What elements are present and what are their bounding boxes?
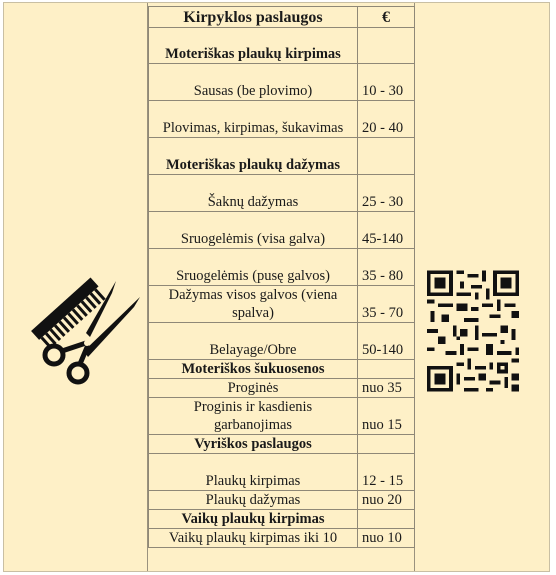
category-label: Moteriškas plaukų dažymas <box>149 138 358 175</box>
service-name: Plaukų kirpimas <box>149 454 358 491</box>
service-name: Proginis ir kasdienis garbanojimas <box>149 398 358 435</box>
left-decor-column <box>4 3 148 571</box>
table-row <box>149 454 415 491</box>
service-price: 45-140 <box>358 212 415 249</box>
category-row <box>149 138 415 175</box>
header-service: Kirpyklos paslaugos <box>149 7 358 28</box>
service-price: nuo 15 <box>358 398 415 435</box>
service-price: 50-140 <box>358 323 415 360</box>
qr-code-icon <box>427 270 519 392</box>
category-label: Moteriškos šukuosenos <box>149 360 358 379</box>
table-row <box>149 101 415 138</box>
service-name: Plovimas, kirpimas, šukavimas <box>149 101 358 138</box>
service-name: Šaknų dažymas <box>149 175 358 212</box>
right-decor-column <box>414 3 551 571</box>
category-row <box>149 435 415 454</box>
service-price: nuo 35 <box>358 379 415 398</box>
service-name: Dažymas visos galvos (viena spalva) <box>149 286 358 323</box>
service-price: nuo 20 <box>358 491 415 510</box>
service-price <box>358 138 415 175</box>
table-row <box>149 212 415 249</box>
category-label: Vyriškos paslaugos <box>149 435 358 454</box>
service-name: Plaukų dažymas <box>149 491 358 510</box>
service-price <box>358 435 415 454</box>
service-price <box>358 28 415 64</box>
table-row <box>149 323 415 360</box>
service-name: Sausas (be plovimo) <box>149 64 358 101</box>
table-row <box>149 398 415 435</box>
service-name: Belayage/Obre <box>149 323 358 360</box>
category-label: Moteriškas plaukų kirpimas <box>149 28 358 64</box>
category-row <box>149 360 415 379</box>
service-name: Vaikų plaukų kirpimas iki 10 <box>149 529 358 548</box>
service-price: 10 - 30 <box>358 64 415 101</box>
service-name: Proginės <box>149 379 358 398</box>
service-price: 12 - 15 <box>358 454 415 491</box>
service-price <box>358 510 415 529</box>
service-price: 25 - 30 <box>358 175 415 212</box>
header-price: € <box>358 7 415 28</box>
category-row <box>149 28 415 64</box>
service-price: 35 - 80 <box>358 249 415 286</box>
table-row <box>149 379 415 398</box>
service-price: 20 - 40 <box>358 101 415 138</box>
table-row <box>149 64 415 101</box>
price-table <box>148 6 415 548</box>
scissors-comb-icon <box>26 273 146 393</box>
table-row <box>149 529 415 548</box>
service-name: Sruogelėmis (pusę galvos) <box>149 249 358 286</box>
service-price <box>358 360 415 379</box>
table-row <box>149 286 415 323</box>
table-row <box>149 249 415 286</box>
service-price: nuo 10 <box>358 529 415 548</box>
category-label: Vaikų plaukų kirpimas <box>149 510 358 529</box>
service-price: 35 - 70 <box>358 286 415 323</box>
table-header-row <box>149 7 415 28</box>
price-list-sheet <box>3 2 550 572</box>
table-row <box>149 175 415 212</box>
table-row <box>149 491 415 510</box>
category-row <box>149 510 415 529</box>
service-name: Sruogelėmis (visa galva) <box>149 212 358 249</box>
